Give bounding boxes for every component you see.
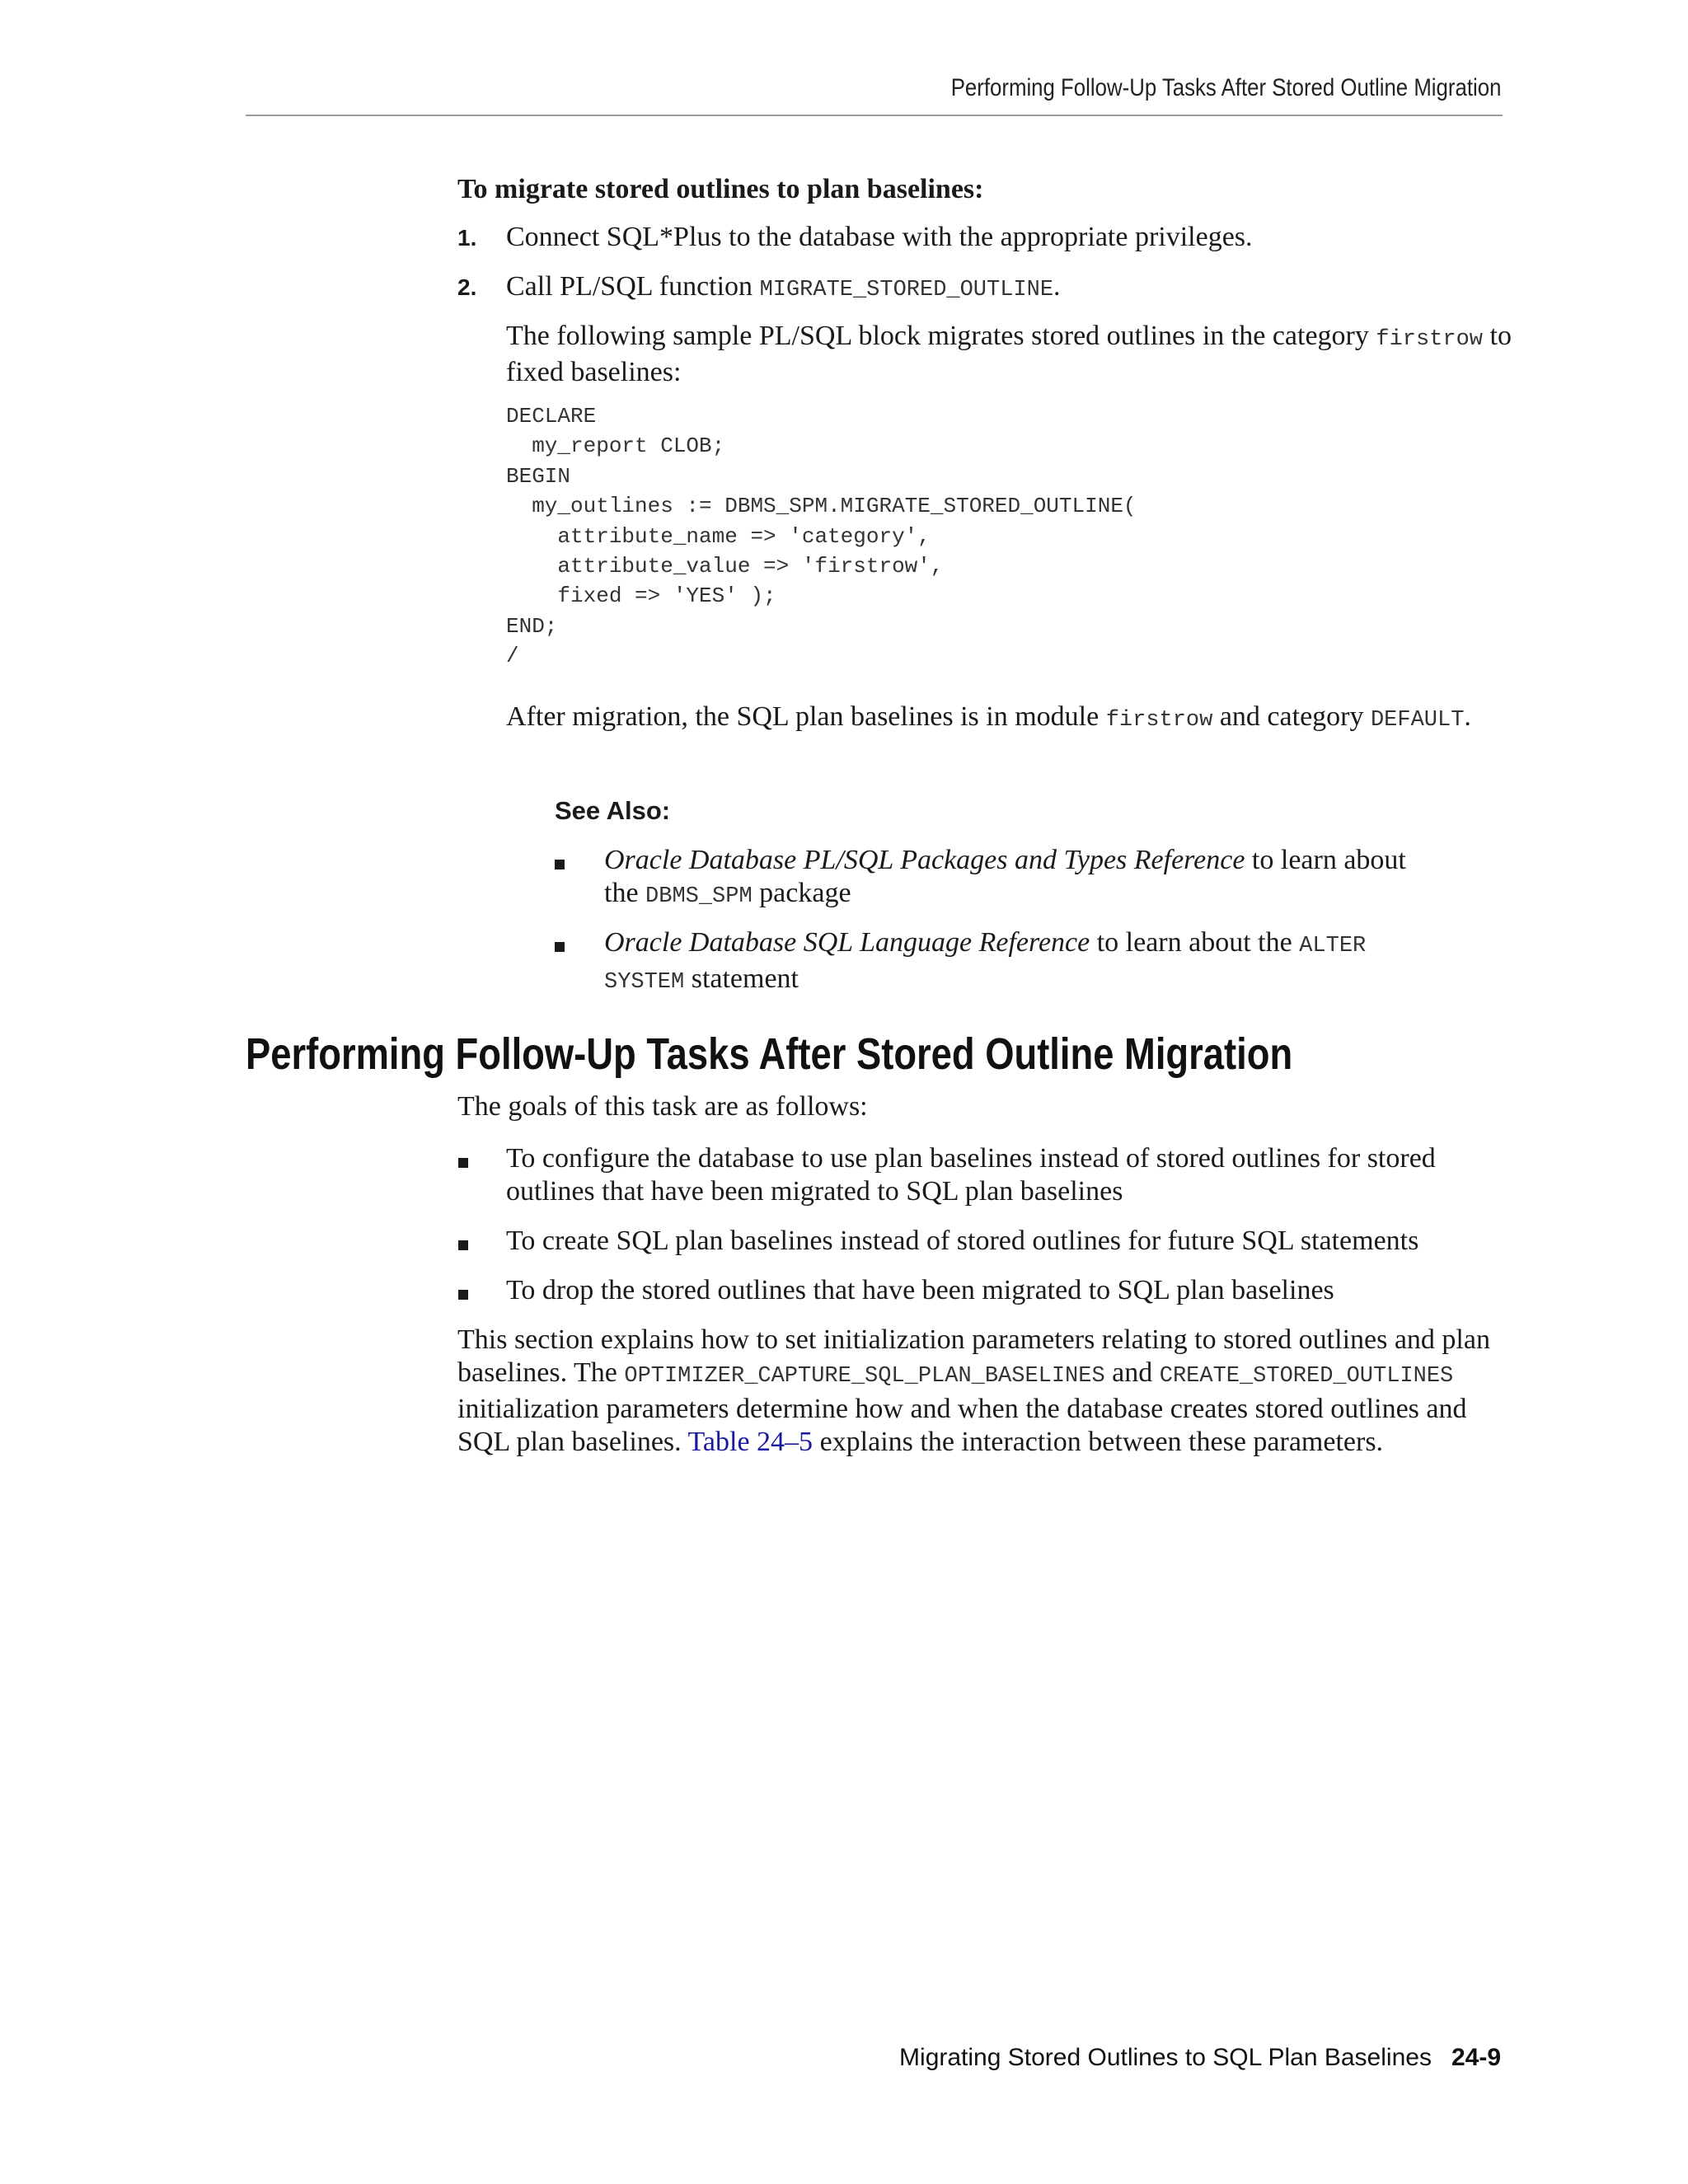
function-name-code: MIGRATE_STORED_OUTLINE <box>759 278 1054 302</box>
code-example: DECLARE my_report CLOB; BEGIN my_outlines := DBMS_SPM.MIGRATE_STORED_OUTLINE( attribute_name => 'category', attribute_value => 'firstrow', fixed => 'YES' ); END; / <box>506 404 1137 669</box>
bullet-icon <box>458 1290 468 1300</box>
reference-title: Oracle Database SQL Language Reference <box>604 927 1090 958</box>
page-number: 24-9 <box>1451 2044 1501 2071</box>
page-footer <box>899 2044 1501 2072</box>
see-also-item-2 <box>604 926 1428 999</box>
module-code: firstrow <box>1105 708 1213 733</box>
sample-suffix: to fixed baselines: <box>506 321 1512 387</box>
goals-intro: The goals of this task are as follows: <box>457 1091 868 1122</box>
step-number-1: 1. <box>457 225 477 251</box>
reference-title: Oracle Database PL/SQL Packages and Types Reference <box>604 845 1245 875</box>
parameter-code: OPTIMIZER_CAPTURE_SQL_PLAN_BASELINES <box>624 1364 1105 1389</box>
sample-description <box>506 320 1512 389</box>
explain-part-4: explains the interaction between these parameters. <box>813 1427 1384 1457</box>
running-header: Performing Follow-Up Tasks After Stored Outline Migration <box>950 74 1501 101</box>
bullet-icon <box>458 1158 468 1168</box>
footer-chapter-title: Migrating Stored Outlines to SQL Plan Baselines <box>899 2044 1432 2071</box>
see-also-item-1-suffix: package <box>752 878 851 908</box>
section-explanation <box>457 1324 1512 1459</box>
step-number-2: 2. <box>457 274 477 300</box>
see-also-item-1-middle: to learn about the <box>604 845 1406 908</box>
after-migration-text <box>506 701 1512 737</box>
see-also-item-2-suffix: statement <box>684 963 799 994</box>
explain-part-1: This section explains how to set initialization parameters relating to stored outlines and plan baselines. The <box>457 1324 1490 1388</box>
step-text-2-suffix: . <box>1053 271 1061 302</box>
goal-item: To create SQL plan baselines instead of stored outlines for future SQL statements <box>506 1226 1419 1256</box>
explain-part-2: and <box>1104 1357 1160 1388</box>
step-text-1: Connect SQL*Plus to the database with the appropriate privileges. <box>506 222 1253 252</box>
bullet-icon <box>458 1240 468 1250</box>
category-code: firstrow <box>1376 327 1483 352</box>
see-also-item-1 <box>604 844 1428 913</box>
after-suffix: . <box>1464 701 1471 732</box>
procedure-title: To migrate stored outlines to plan baselines: <box>457 174 984 204</box>
see-also-item-2-middle: to learn about the <box>1090 927 1300 958</box>
parameter-code: CREATE_STORED_OUTLINES <box>1159 1364 1454 1389</box>
sample-prefix: The following sample PL/SQL block migrates stored outlines in the category <box>506 321 1376 351</box>
explain-part-3: initialization parameters determine how and when the database creates stored outlines and SQL plan baselines. <box>457 1394 1467 1457</box>
goal-item: To drop the stored outlines that have been migrated to SQL plan baselines <box>506 1275 1334 1305</box>
bullet-icon <box>555 860 565 869</box>
statement-code: ALTER SYSTEM <box>604 934 1367 995</box>
bullet-icon <box>555 942 565 952</box>
step-text-2 <box>506 270 1061 307</box>
header-divider <box>246 115 1503 116</box>
table-link[interactable]: Table 24–5 <box>687 1427 814 1457</box>
package-code: DBMS_SPM <box>645 884 753 909</box>
after-middle: and category <box>1212 701 1371 732</box>
goal-item: To configure the database to use plan baselines instead of stored outlines for stored outlines that have been migrated to SQL plan baselines <box>506 1143 1436 1207</box>
after-prefix: After migration, the SQL plan baselines is in module <box>506 701 1106 732</box>
see-also-heading: See Also: <box>555 796 671 825</box>
category-default-code: DEFAULT <box>1370 708 1465 733</box>
step-text-2-prefix: Call PL/SQL function <box>506 271 760 302</box>
section-heading: Performing Follow-Up Tasks After Stored Outline Migration <box>246 1029 1293 1079</box>
